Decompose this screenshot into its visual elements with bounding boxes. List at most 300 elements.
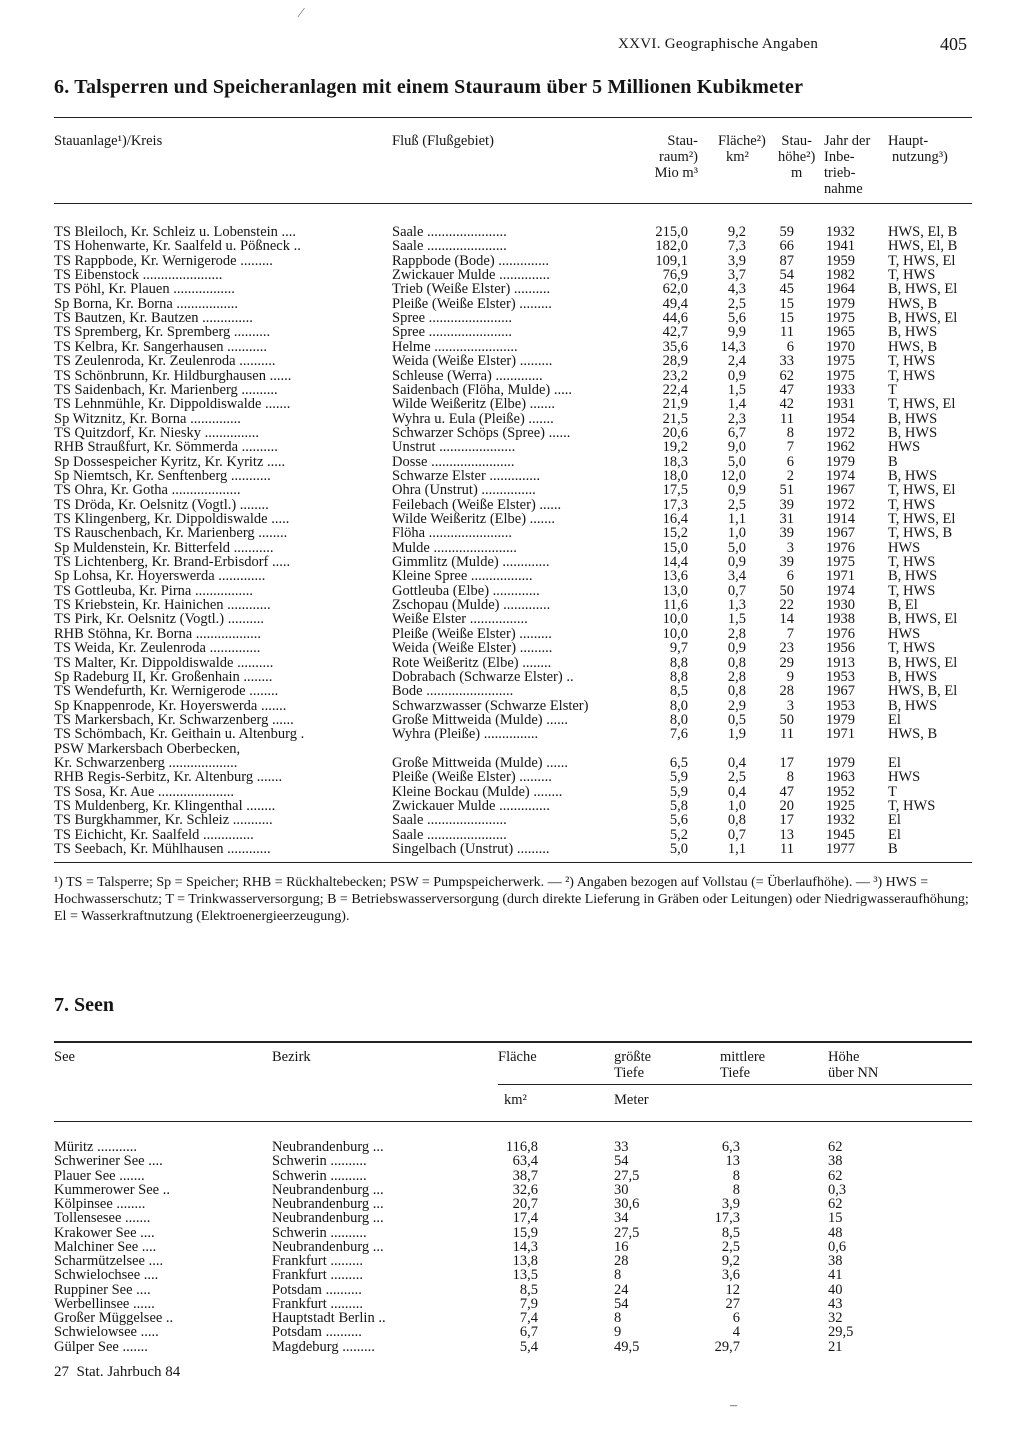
cell-anlage: TS Spremberg, Kr. Spremberg .......... <box>54 325 271 340</box>
footer-source: Stat. Jahrbuch 84 <box>76 1364 181 1380</box>
cell-flaeche: 5,6 <box>727 310 746 327</box>
cell-fluss: Weida (Weiße Elster) ......... <box>392 354 553 369</box>
cell-stauraum: 44,6 <box>662 310 688 327</box>
cell-hoehe-nn: 38 <box>828 1253 843 1269</box>
cell-mittlere-tiefe: 4 <box>732 1324 740 1341</box>
cell-flaeche: 2,5 <box>727 295 746 312</box>
cell-stauraum: 21,9 <box>662 396 688 413</box>
cell-jahr: 1972 <box>826 496 855 513</box>
cell-fluss: Bode ........................ <box>392 684 514 699</box>
cell-fluss: Saale ...................... <box>392 239 507 254</box>
cell-anlage: TS Pöhl, Kr. Plauen ................. <box>54 282 235 297</box>
cell-see: Plauer See ....... <box>54 1168 145 1183</box>
cell-nutzung: T, HWS <box>888 640 936 657</box>
cell-bezirk: Schwerin .......... <box>272 1168 367 1183</box>
cell-stauraum: 19,2 <box>662 439 688 456</box>
cell-see-flaeche: 17,4 <box>512 1210 538 1227</box>
col-bezirk: Bezirk <box>272 1049 311 1065</box>
cell-flaeche: 2,8 <box>727 668 746 685</box>
cell-nutzung: B, HWS <box>888 410 938 427</box>
cell-see-flaeche: 63,4 <box>512 1153 538 1170</box>
cell-stauhoehe: 31 <box>779 511 794 527</box>
cell-see: Scharmützelsee .... <box>54 1254 164 1269</box>
cell-see-flaeche: 15,9 <box>512 1224 538 1241</box>
cell-flaeche: 12,0 <box>720 467 746 484</box>
cell-anlage: TS Schönbrunn, Kr. Hildburghausen ...... <box>54 368 292 383</box>
cell-jahr: 1975 <box>826 554 855 571</box>
cell-flaeche: 14,3 <box>720 338 746 355</box>
cell-anlage: Sp Knappenrode, Kr. Hoyerswerda ....... <box>54 698 287 713</box>
cell-see: Schwielochsee .... <box>54 1268 159 1283</box>
cell-anlage: TS Weida, Kr. Zeulenroda .............. <box>54 641 261 656</box>
cell-stauhoehe: 14 <box>779 611 794 628</box>
stray-mark: ⁄ <box>300 6 303 21</box>
col-nutzung: Haupt- nutzung³) <box>888 133 948 165</box>
cell-fluss: Rote Weißeritz (Elbe) ........ <box>392 655 552 670</box>
table7-top-rule <box>54 1041 972 1043</box>
cell-anlage: TS Eibenstock ...................... <box>54 268 223 283</box>
cell-stauraum: 15,2 <box>662 525 688 542</box>
cell-bezirk: Frankfurt ......... <box>272 1296 364 1312</box>
cell-anlage: TS Hohenwarte, Kr. Saalfeld u. Pößneck .. <box>54 239 301 254</box>
cell-see-flaeche: 32,6 <box>512 1181 538 1198</box>
cell-mittlere-tiefe: 13 <box>725 1153 740 1170</box>
cell-jahr: 1938 <box>826 611 855 628</box>
cell-anlage: TS Seebach, Kr. Mühlhausen ............ <box>54 842 271 857</box>
cell-fluss: Unstrut ..................... <box>392 440 516 455</box>
cell-flaeche: 5,0 <box>727 539 746 556</box>
cell-nutzung: HWS <box>888 769 921 786</box>
cell-anlage: TS Dröda, Kr. Oelsnitz (Vogtl.) ........ <box>54 497 269 512</box>
cell-mittlere-tiefe: 12 <box>725 1281 740 1298</box>
cell-stauraum: 62,0 <box>662 281 688 298</box>
cell-fluss: Zwickauer Mulde .............. <box>392 799 550 814</box>
cell-fluss: Mulde ....................... <box>392 540 517 555</box>
page-footer <box>54 1364 180 1381</box>
cell-stauhoehe: 47 <box>779 783 794 800</box>
cell-fluss: Dobrabach (Schwarze Elster) .. <box>392 669 574 685</box>
cell-jahr: 1963 <box>826 769 855 786</box>
cell-jahr: 1956 <box>826 640 855 657</box>
cell-groesste-tiefe: 54 <box>614 1295 629 1312</box>
cell-stauhoehe: 11 <box>780 410 794 427</box>
cell-bezirk: Neubrandenburg ... <box>272 1211 384 1226</box>
cell-flaeche: 1,1 <box>727 511 746 527</box>
cell-nutzung: T, HWS <box>888 582 936 599</box>
cell-nutzung: El <box>888 711 901 728</box>
cell-jahr: 1962 <box>826 439 855 456</box>
cell-jahr: 1977 <box>826 841 855 858</box>
col-stauraum: Stau- raum²) Mio m³ <box>654 133 698 181</box>
cell-jahr: 1975 <box>826 353 855 370</box>
cell-stauhoehe: 17 <box>779 754 794 771</box>
cell-fluss: Ohra (Unstrut) ............... <box>392 483 536 498</box>
cell-fluss: Saale ...................... <box>392 827 507 842</box>
cell-fluss: Zschopau (Mulde) ............. <box>392 598 551 613</box>
cell-nutzung: HWS, B <box>888 295 938 312</box>
cell-flaeche: 3,4 <box>727 568 746 585</box>
cell-flaeche: 1,5 <box>727 381 746 398</box>
cell-stauhoehe: 51 <box>779 482 794 499</box>
col-hoehe-nn: Höhe über NN <box>828 1049 879 1081</box>
cell-groesste-tiefe: 8 <box>614 1310 622 1326</box>
cell-stauraum: 18,3 <box>662 453 688 470</box>
cell-jahr: 1932 <box>826 224 855 240</box>
cell-mittlere-tiefe: 29,7 <box>714 1338 740 1355</box>
cell-jahr: 1941 <box>826 238 855 255</box>
cell-jahr: 1979 <box>826 453 855 470</box>
cell-bezirk: Schwerin .......... <box>272 1225 367 1240</box>
cell-jahr: 1953 <box>826 668 855 685</box>
cell-flaeche: 0,5 <box>727 711 746 728</box>
cell-nutzung: B, HWS <box>888 467 938 484</box>
cell-nutzung: T, HWS <box>888 353 936 370</box>
cell-stauhoehe: 87 <box>779 252 794 269</box>
cell-anlage: Sp Borna, Kr. Borna ................. <box>54 296 239 312</box>
cell-jahr: 1914 <box>826 511 855 527</box>
cell-see: Großer Müggelsee .. <box>54 1311 174 1326</box>
cell-mittlere-tiefe: 3,9 <box>721 1196 740 1212</box>
cell-bezirk: Hauptstadt Berlin .. <box>272 1311 386 1326</box>
running-header: XXVI. Geographische Angaben <box>618 36 819 52</box>
cell-anlage: RHB Regis-Serbitz, Kr. Altenburg ....... <box>54 770 283 785</box>
cell-nutzung: B, HWS, El <box>888 611 958 628</box>
cell-fluss: Dosse ....................... <box>392 454 515 469</box>
cell-stauraum: 76,9 <box>662 267 688 284</box>
cell-stauraum: 13,6 <box>662 568 688 585</box>
cell-bezirk: Magdeburg ......... <box>272 1339 375 1354</box>
cell-stauraum: 21,5 <box>662 410 688 427</box>
cell-anlage: TS Sosa, Kr. Aue ..................... <box>54 784 235 799</box>
cell-anlage: TS Kriebstein, Kr. Hainichen ............ <box>54 598 271 613</box>
cell-see-flaeche: 7,9 <box>519 1295 538 1312</box>
cell-nutzung: El <box>888 754 901 771</box>
cell-nutzung: HWS <box>888 539 921 556</box>
cell-anlage: TS Klingenberg, Kr. Dippoldiswalde ..... <box>54 512 290 527</box>
cell-bezirk: Frankfurt ......... <box>272 1268 364 1283</box>
cell-nutzung: B, HWS, El <box>888 310 958 327</box>
cell-anlage: TS Kelbra, Kr. Sangerhausen ........... <box>54 339 268 355</box>
cell-fluss: Helme ....................... <box>392 339 518 355</box>
cell-see: Müritz ........... <box>54 1140 137 1155</box>
cell-see-flaeche: 6,7 <box>519 1324 538 1341</box>
cell-see-flaeche: 13,5 <box>512 1267 538 1284</box>
cell-see: Gülper See ....... <box>54 1339 148 1354</box>
cell-anlage: RHB Stöhna, Kr. Borna .................. <box>54 626 262 642</box>
cell-stauhoehe: 66 <box>779 238 794 255</box>
cell-jahr: 1979 <box>826 711 855 728</box>
cell-nutzung: T, HWS, El <box>888 396 956 413</box>
cell-mittlere-tiefe: 8 <box>732 1181 740 1198</box>
cell-mittlere-tiefe: 27 <box>725 1295 740 1312</box>
cell-anlage: RHB Straußfurt, Kr. Sömmerda .......... <box>54 440 278 455</box>
cell-fluss: Pleiße (Weiße Elster) ......... <box>392 770 552 785</box>
cell-anlage: TS Muldenberg, Kr. Klingenthal ........ <box>54 799 276 814</box>
cell-stauraum: 22,4 <box>662 381 688 398</box>
cell-stauhoehe: 13 <box>779 826 794 843</box>
col-anlage: Stauanlage¹)/Kreis <box>54 133 163 149</box>
cell-stauraum: 5,2 <box>669 826 688 843</box>
cell-bezirk: Neubrandenburg ... <box>272 1239 384 1255</box>
cell-stauraum: 182,0 <box>655 238 688 255</box>
cell-anlage: Sp Radeburg II, Kr. Großenhain ........ <box>54 669 273 685</box>
cell-anlage: TS Bautzen, Kr. Bautzen .............. <box>54 311 253 326</box>
cell-stauhoehe: 6 <box>786 568 794 585</box>
cell-flaeche: 1,0 <box>727 798 746 814</box>
cell-see: Krakower See .... <box>54 1225 155 1240</box>
cell-groesste-tiefe: 8 <box>614 1267 622 1284</box>
cell-stauraum: 8,0 <box>669 697 688 714</box>
table7-unit-rule <box>498 1084 972 1085</box>
cell-stauraum: 20,6 <box>662 424 688 441</box>
cell-groesste-tiefe: 24 <box>614 1281 629 1298</box>
cell-stauraum: 10,0 <box>662 611 688 628</box>
cell-jahr: 1964 <box>826 281 855 298</box>
cell-hoehe-nn: 62 <box>828 1139 843 1155</box>
cell-nutzung: T <box>888 783 897 800</box>
cell-jahr: 1982 <box>826 267 855 284</box>
cell-stauraum: 5,8 <box>669 798 688 814</box>
cell-flaeche: 1,4 <box>727 396 746 413</box>
cell-hoehe-nn: 48 <box>828 1224 843 1241</box>
cell-stauraum: 49,4 <box>662 295 688 312</box>
cell-fluss: Große Mittweida (Mulde) ...... <box>392 755 568 771</box>
cell-nutzung: T <box>888 381 897 398</box>
cell-fluss: Saale ...................... <box>392 813 507 828</box>
cell-stauraum: 42,7 <box>662 324 688 341</box>
cell-jahr: 1945 <box>826 826 855 843</box>
cell-jahr: 1967 <box>826 683 855 700</box>
section-6-title: 6. Talsperren und Speicheranlagen mit einem Stauraum über 5 Millionen Kubikmeter <box>54 76 804 98</box>
cell-flaeche: 2,4 <box>727 353 746 370</box>
cell-see: Tollensesee ....... <box>54 1211 151 1226</box>
cell-anlage: TS Markersbach, Kr. Schwarzenberg ...... <box>54 712 294 728</box>
cell-see-flaeche: 7,4 <box>519 1310 538 1326</box>
cell-stauraum: 109,1 <box>655 252 688 269</box>
cell-anlage: TS Lichtenberg, Kr. Brand-Erbisdorf ..... <box>54 555 291 570</box>
col-stauhoehe: Stau- höhe²) m <box>778 133 816 181</box>
cell-hoehe-nn: 62 <box>828 1196 843 1212</box>
cell-flaeche: 0,4 <box>727 783 746 800</box>
cell-anlage: TS Wendefurth, Kr. Wernigerode ........ <box>54 684 279 699</box>
cell-see-flaeche: 13,8 <box>512 1253 538 1269</box>
cell-stauraum: 8,0 <box>669 711 688 728</box>
cell-stauraum: 17,5 <box>662 482 688 499</box>
cell-hoehe-nn: 29,5 <box>828 1324 854 1341</box>
cell-jahr: 1972 <box>826 424 855 441</box>
cell-bezirk: Potsdam .......... <box>272 1325 362 1340</box>
section-7-title: 7. Seen <box>54 994 114 1016</box>
table6-header-rule <box>54 203 972 204</box>
cell-stauhoehe: 9 <box>786 668 794 685</box>
cell-stauhoehe: 62 <box>779 367 794 384</box>
cell-stauhoehe: 23 <box>779 640 794 657</box>
cell-bezirk: Schwerin .......... <box>272 1154 367 1169</box>
cell-groesste-tiefe: 27,5 <box>614 1224 640 1241</box>
cell-see-flaeche: 20,7 <box>512 1196 538 1212</box>
cell-fluss: Spree ....................... <box>392 311 513 326</box>
cell-mittlere-tiefe: 2,5 <box>721 1238 740 1255</box>
cell-fluss: Schwarze Elster .............. <box>392 468 541 484</box>
cell-nutzung: T, HWS, B <box>888 525 953 542</box>
cell-see: Kölpinsee ........ <box>54 1197 146 1212</box>
cell-nutzung: B, HWS <box>888 668 938 685</box>
cell-nutzung: B, HWS <box>888 697 938 714</box>
cell-jahr: 1930 <box>826 597 855 614</box>
cell-nutzung: T, HWS <box>888 267 936 284</box>
cell-bezirk: Neubrandenburg ... <box>272 1182 384 1198</box>
cell-stauhoehe: 15 <box>779 310 794 327</box>
cell-anlage: Sp Lohsa, Kr. Hoyerswerda ............. <box>54 569 266 584</box>
cell-see: Ruppiner See .... <box>54 1282 151 1297</box>
col-mittlere-tiefe: mittlere Tiefe <box>720 1049 766 1081</box>
cell-groesste-tiefe: 30 <box>614 1181 629 1198</box>
cell-see-flaeche: 14,3 <box>512 1238 538 1255</box>
cell-hoehe-nn: 40 <box>828 1281 843 1298</box>
cell-flaeche: 1,0 <box>727 525 746 542</box>
cell-nutzung: HWS <box>888 625 921 642</box>
cell-anlage: TS Eichicht, Kr. Saalfeld .............. <box>54 827 254 842</box>
cell-stauraum: 6,5 <box>669 754 688 771</box>
stray-mark-bottom: – <box>730 1398 737 1413</box>
cell-fluss: Zwickauer Mulde .............. <box>392 268 550 283</box>
cell-stauraum: 17,3 <box>662 496 688 513</box>
cell-anlage: TS Burgkhammer, Kr. Schleiz ........... <box>54 813 273 828</box>
cell-jahr: 1967 <box>826 482 855 499</box>
cell-see: Schweriner See .... <box>54 1154 163 1169</box>
cell-fluss: Pleiße (Weiße Elster) ......... <box>392 626 552 642</box>
cell-nutzung: T, HWS <box>888 367 936 384</box>
cell-flaeche: 0,9 <box>727 482 746 499</box>
cell-fluss: Kleine Spree ................. <box>392 569 533 584</box>
cell-fluss: Rappbode (Bode) .............. <box>392 253 550 268</box>
cell-flaeche: 2,3 <box>727 410 746 427</box>
cell-stauraum: 28,9 <box>662 353 688 370</box>
cell-stauhoehe: 8 <box>786 769 794 786</box>
cell-jahr: 1971 <box>826 726 855 743</box>
cell-stauhoehe: 6 <box>786 338 794 355</box>
cell-groesste-tiefe: 34 <box>614 1210 629 1227</box>
cell-flaeche: 0,8 <box>727 812 746 829</box>
cell-stauhoehe: 50 <box>779 711 794 728</box>
cell-flaeche: 0,9 <box>727 640 746 657</box>
cell-jahr: 1974 <box>826 467 855 484</box>
cell-fluss: Weida (Weiße Elster) ......... <box>392 641 553 656</box>
cell-anlage: TS Rappbode, Kr. Wernigerode ......... <box>54 253 273 268</box>
cell-stauhoehe: 15 <box>779 295 794 312</box>
cell-hoehe-nn: 0,3 <box>828 1181 847 1198</box>
cell-jahr: 1925 <box>826 798 855 814</box>
cell-nutzung: B, HWS, El <box>888 654 958 671</box>
cell-stauraum: 5,6 <box>669 812 688 829</box>
cell-anlage: TS Quitzdorf, Kr. Niesky ............... <box>54 425 259 441</box>
cell-groesste-tiefe: 30,6 <box>614 1196 640 1212</box>
cell-stauhoehe: 3 <box>786 697 794 714</box>
cell-mittlere-tiefe: 17,3 <box>714 1210 740 1227</box>
cell-flaeche: 0,9 <box>727 367 746 384</box>
cell-fluss: Pleiße (Weiße Elster) ......... <box>392 296 552 312</box>
cell-flaeche: 0,8 <box>727 654 746 671</box>
cell-stauhoehe: 20 <box>779 798 794 814</box>
cell-flaeche: 4,3 <box>727 281 746 298</box>
cell-nutzung: B, HWS <box>888 424 938 441</box>
cell-stauhoehe: 22 <box>779 597 794 614</box>
cell-nutzung: HWS, El, B <box>888 224 958 240</box>
cell-anlage: TS Lehnmühle, Kr. Dippoldiswalde ....... <box>54 397 291 412</box>
cell-nutzung: El <box>888 812 901 829</box>
cell-stauraum: 9,7 <box>669 640 688 657</box>
cell-flaeche: 0,9 <box>727 554 746 571</box>
cell-anlage: TS Bleiloch, Kr. Schleiz u. Lobenstein .... <box>54 225 297 240</box>
cell-jahr: 1933 <box>826 381 855 398</box>
cell-stauraum: 5,9 <box>669 769 688 786</box>
cell-stauraum: 23,2 <box>662 367 688 384</box>
cell-groesste-tiefe: 54 <box>614 1153 629 1170</box>
cell-anlage: TS Rauschenbach, Kr. Marienberg ........ <box>54 526 288 541</box>
cell-mittlere-tiefe: 6 <box>732 1310 740 1326</box>
cell-see-flaeche: 116,8 <box>505 1139 538 1155</box>
cell-stauhoehe: 39 <box>779 496 794 513</box>
cell-fluss: Schwarzwasser (Schwarze Elster) <box>392 698 589 713</box>
cell-hoehe-nn: 38 <box>828 1153 843 1170</box>
cell-bezirk: Neubrandenburg ... <box>272 1197 384 1212</box>
cell-anlage: PSW Markersbach Oberbecken, <box>54 741 241 756</box>
cell-stauraum: 13,0 <box>662 582 688 599</box>
cell-flaeche: 0,7 <box>727 582 746 599</box>
cell-hoehe-nn: 0,6 <box>828 1238 847 1255</box>
cell-anlage: Sp Dossespeicher Kyritz, Kr. Kyritz ..... <box>54 454 286 469</box>
cell-stauraum: 7,6 <box>669 726 688 743</box>
cell-jahr: 1967 <box>826 525 855 542</box>
cell-jahr: 1931 <box>826 396 855 413</box>
cell-stauhoehe: 59 <box>779 224 794 240</box>
cell-hoehe-nn: 41 <box>828 1267 843 1284</box>
cell-nutzung: B, HWS <box>888 324 938 341</box>
cell-jahr: 1976 <box>826 539 855 556</box>
cell-stauhoehe: 7 <box>786 439 794 456</box>
cell-groesste-tiefe: 49,5 <box>614 1338 640 1355</box>
cell-stauraum: 11,6 <box>663 597 688 614</box>
cell-flaeche: 5,0 <box>727 453 746 470</box>
cell-flaeche: 1,5 <box>727 611 746 628</box>
cell-stauhoehe: 29 <box>779 654 794 671</box>
cell-anlage: Kr. Schwarzenberg ................... <box>54 755 238 771</box>
cell-flaeche: 2,5 <box>727 496 746 513</box>
cell-flaeche: 0,8 <box>727 683 746 700</box>
cell-nutzung: HWS, B <box>888 338 938 355</box>
cell-fluss: Trieb (Weiße Elster) .......... <box>392 282 551 297</box>
cell-stauraum: 10,0 <box>662 625 688 642</box>
cell-groesste-tiefe: 9 <box>614 1324 622 1341</box>
cell-nutzung: B, El <box>888 597 918 614</box>
cell-jahr: 1976 <box>826 625 855 642</box>
cell-bezirk: Potsdam .......... <box>272 1282 362 1297</box>
cell-nutzung: HWS, B, El <box>888 683 958 700</box>
cell-nutzung: T, HWS <box>888 798 936 814</box>
cell-see: Schwielowsee ..... <box>54 1325 159 1340</box>
cell-nutzung: El <box>888 826 901 843</box>
col-fluss: Fluß (Flußgebiet) <box>392 133 494 149</box>
cell-anlage: TS Schömbach, Kr. Geithain u. Altenburg . <box>54 727 305 742</box>
cell-stauhoehe: 42 <box>779 396 794 413</box>
cell-fluss: Schwarzer Schöps (Spree) ...... <box>392 425 571 441</box>
unit-km2: km² <box>504 1092 527 1108</box>
cell-nutzung: HWS, B <box>888 726 938 743</box>
cell-stauhoehe: 7 <box>786 625 794 642</box>
cell-jahr: 1959 <box>826 252 855 269</box>
cell-fluss: Wyhra (Pleiße) ............... <box>392 727 539 742</box>
cell-stauraum: 35,6 <box>662 338 688 355</box>
